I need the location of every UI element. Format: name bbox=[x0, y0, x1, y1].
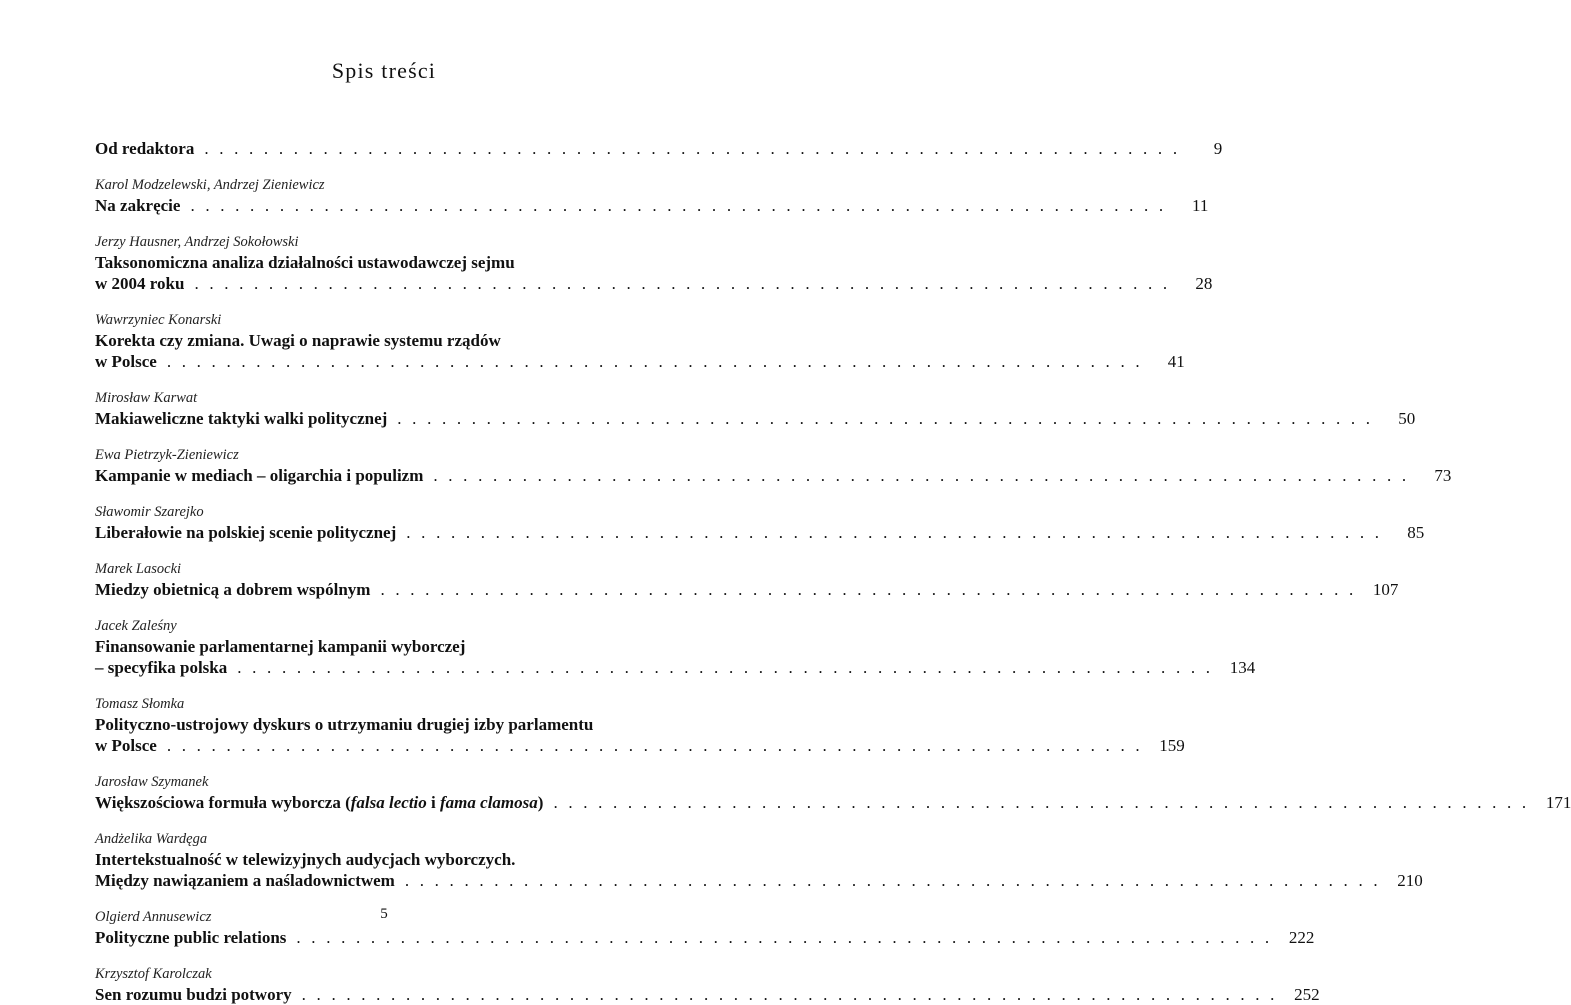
toc-entry-title-line bbox=[95, 351, 1185, 372]
toc-entry[interactable] bbox=[95, 176, 1209, 216]
toc-entry-title-text: Sen rozumu budzi potwory bbox=[95, 985, 292, 1004]
toc-entry-author: Jacek Zaleśny bbox=[95, 618, 177, 634]
dot-leader: . . . . . . . . . . . . . . . . . . . . . . . . . . . . . . . . . . . . . . . . . . . . . . . . . . . . . . . . . . . . . . . . . . bbox=[166, 352, 1143, 371]
toc-entry-page: 28 bbox=[1195, 274, 1213, 293]
toc-entry-author: Krzysztof Karolczak bbox=[95, 966, 212, 982]
toc-entry-author: Jarosław Szymanek bbox=[95, 774, 209, 790]
toc-entry-author: Karol Modzelewski, Andrzej Zieniewicz bbox=[95, 177, 325, 193]
toc-entry[interactable] bbox=[95, 233, 1213, 294]
dot-leader: . . . . . . . . . . . . . . . . . . . . . . . . . . . . . . . . . . . . . . . . . . . . . . . . . . . . . . . . . . . . . . . . . . bbox=[433, 466, 1410, 485]
toc-entry-title-line bbox=[95, 273, 1213, 294]
toc-entry-author: Olgierd Annusewicz bbox=[95, 909, 212, 925]
table-of-contents bbox=[95, 138, 1571, 1005]
toc-entry-title-line bbox=[95, 408, 1416, 429]
toc-entry-title-text: Od redaktora bbox=[95, 139, 195, 158]
toc-entry[interactable] bbox=[95, 311, 1185, 372]
dot-leader: . . . . . . . . . . . . . . . . . . . . . . . . . . . . . . . . . . . . . . . . . . . . . . . . . . . . . . . . . . . . . . . . . . bbox=[406, 523, 1383, 542]
toc-entry-page: 134 bbox=[1229, 658, 1256, 677]
toc-entry-title-part: fama clamosa bbox=[440, 793, 538, 812]
toc-entry-title-text: Na zakręcie bbox=[95, 196, 181, 215]
toc-entry-title-text: Finansowanie parlamentarnej kampanii wyborczej bbox=[95, 637, 466, 656]
toc-entry-title-line bbox=[95, 870, 1423, 891]
toc-entry-title-line bbox=[95, 735, 1185, 756]
toc-entry-page: 50 bbox=[1398, 409, 1416, 428]
toc-entry-title-line bbox=[95, 195, 1209, 216]
toc-entry-author: Andżelika Wardęga bbox=[95, 831, 208, 847]
toc-entry[interactable] bbox=[95, 560, 1399, 600]
dot-leader: . . . . . . . . . . . . . . . . . . . . . . . . . . . . . . . . . . . . . . . . . . . . . . . . . . . . . . . . . . . . . . . . . . bbox=[204, 139, 1181, 158]
toc-entry-title-text: – specyfika polska bbox=[95, 658, 228, 677]
toc-entry-title-line bbox=[95, 984, 1320, 1005]
toc-entry[interactable] bbox=[95, 389, 1416, 429]
toc-entry-title-text: Polityczne public relations bbox=[95, 928, 287, 947]
toc-entry-page: 222 bbox=[1288, 928, 1315, 947]
toc-entry-title-text: Intertekstualność w telewizyjnych audycjach wyborczych. bbox=[95, 850, 516, 869]
toc-entry-title-text: Polityczno-ustrojowy dyskurs o utrzymaniu drugiej izby parlamentu bbox=[95, 715, 594, 734]
page-number: 5 bbox=[380, 906, 388, 922]
toc-entry-author: Jerzy Hausner, Andrzej Sokołowski bbox=[95, 234, 299, 250]
toc-entry-author: Marek Lasocki bbox=[95, 561, 182, 577]
toc-entry-page: 41 bbox=[1167, 352, 1185, 371]
toc-entry[interactable] bbox=[95, 446, 1452, 486]
toc-entry-page: 9 bbox=[1213, 139, 1223, 158]
toc-entry-title-text: Kampanie w mediach – oligarchia i populizm bbox=[95, 466, 424, 485]
toc-entry-page: 73 bbox=[1434, 466, 1452, 485]
toc-entry-title-line bbox=[95, 792, 1571, 813]
dot-leader: . . . . . . . . . . . . . . . . . . . . . . . . . . . . . . . . . . . . . . . . . . . . . . . . . . . . . . . . . . . . . . . . . . bbox=[397, 409, 1374, 428]
toc-entry[interactable] bbox=[95, 830, 1423, 891]
toc-entry-page: 171 bbox=[1545, 793, 1571, 812]
toc-entry[interactable] bbox=[95, 138, 1223, 159]
toc-entry-title-text: Makiaweliczne taktyki walki politycznej bbox=[95, 409, 388, 428]
toc-entry-page: 85 bbox=[1407, 523, 1425, 542]
toc-entry-title-part: ) bbox=[537, 793, 544, 812]
dot-leader: . . . . . . . . . . . . . . . . . . . . . . . . . . . . . . . . . . . . . . . . . . . . . . . . . . . . . . . . . . . . . . . . . . bbox=[194, 274, 1171, 293]
toc-entry-author: Tomasz Słomka bbox=[95, 696, 185, 712]
toc-entry[interactable] bbox=[95, 503, 1425, 543]
toc-entry-title-line bbox=[95, 714, 673, 735]
toc-entry[interactable] bbox=[95, 695, 1185, 756]
toc-entry-title-text: Taksonomiczna analiza działalności ustawodawczej sejmu bbox=[95, 253, 515, 272]
dot-leader: . . . . . . . . . . . . . . . . . . . . . . . . . . . . . . . . . . . . . . . . . . . . . . . . . . . . . . . . . . . . . . . . . . bbox=[237, 658, 1214, 677]
dot-leader: . . . . . . . . . . . . . . . . . . . . . . . . . . . . . . . . . . . . . . . . . . . . . . . . . . . . . . . . . . . . . . . . . . bbox=[166, 736, 1143, 755]
toc-entry-title-line bbox=[95, 330, 673, 351]
toc-entry-title-part: Większościowa formuła wyborcza ( bbox=[95, 793, 351, 812]
toc-entry-title-text: Korekta czy zmiana. Uwagi o naprawie systemu rządów bbox=[95, 331, 501, 350]
toc-entry-page: 159 bbox=[1159, 736, 1185, 755]
dot-leader: . . . . . . . . . . . . . . . . . . . . . . . . . . . . . . . . . . . . . . . . . . . . . . . . . . . . . . . . . . . . . . . . . . bbox=[296, 928, 1273, 947]
toc-entry-title-line bbox=[95, 636, 673, 657]
dot-leader: . . . . . . . . . . . . . . . . . . . . . . . . . . . . . . . . . . . . . . . . . . . . . . . . . . . . . . . . . . . . . . . . . . bbox=[190, 196, 1167, 215]
page-title: Spis treści bbox=[331, 58, 437, 83]
toc-entry-title-text bbox=[95, 792, 543, 813]
toc-entry-page: 210 bbox=[1397, 871, 1423, 890]
toc-entry-author: Mirosław Karwat bbox=[95, 390, 198, 406]
toc-entry-author: Sławomir Szarejko bbox=[95, 504, 204, 520]
toc-entry[interactable] bbox=[95, 965, 1320, 1005]
toc-entry-title-line bbox=[95, 138, 1223, 159]
toc-entry-title-line bbox=[95, 849, 673, 870]
toc-entry-title-line bbox=[95, 579, 1399, 600]
dot-leader: . . . . . . . . . . . . . . . . . . . . . . . . . . . . . . . . . . . . . . . . . . . . . . . . . . . . . . . . . . . . . . . . . . bbox=[553, 793, 1530, 812]
toc-entry-page: 252 bbox=[1294, 985, 1320, 1004]
toc-entry-title-part: falsa lectio bbox=[350, 793, 427, 812]
toc-entry-title-text: Między nawiązaniem a naśladownictwem bbox=[95, 871, 395, 890]
toc-entry-title-line bbox=[95, 522, 1425, 543]
toc-entry-title-line bbox=[95, 927, 1315, 948]
toc-entry-page: 107 bbox=[1372, 580, 1399, 599]
toc-entry-title-text: w Polsce bbox=[95, 352, 157, 371]
toc-entry-title-text: Liberałowie na polskiej scenie politycznej bbox=[95, 523, 397, 542]
dot-leader: . . . . . . . . . . . . . . . . . . . . . . . . . . . . . . . . . . . . . . . . . . . . . . . . . . . . . . . . . . . . . . . . . . bbox=[301, 985, 1278, 1004]
toc-entry-page: 11 bbox=[1192, 196, 1209, 215]
toc-entry-author: Wawrzyniec Konarski bbox=[95, 312, 222, 328]
toc-entry-title-line bbox=[95, 657, 1256, 678]
toc-entry[interactable] bbox=[95, 773, 1571, 813]
dot-leader: . . . . . . . . . . . . . . . . . . . . . . . . . . . . . . . . . . . . . . . . . . . . . . . . . . . . . . . . . . . . . . . . . . bbox=[404, 871, 1381, 890]
toc-entry-title-text: w 2004 roku bbox=[95, 274, 185, 293]
dot-leader: . . . . . . . . . . . . . . . . . . . . . . . . . . . . . . . . . . . . . . . . . . . . . . . . . . . . . . . . . . . . . . . . . . bbox=[380, 580, 1357, 599]
toc-entry-title-part: i bbox=[426, 793, 441, 812]
toc-entry-title-line bbox=[95, 465, 1452, 486]
toc-entry-title-line bbox=[95, 252, 673, 273]
toc-entry-title-text: Miedzy obietnicą a dobrem wspólnym bbox=[95, 580, 371, 599]
toc-entry[interactable] bbox=[95, 617, 1256, 678]
toc-entry-title-text: w Polsce bbox=[95, 736, 157, 755]
toc-entry-author: Ewa Pietrzyk-Zieniewicz bbox=[95, 447, 239, 463]
